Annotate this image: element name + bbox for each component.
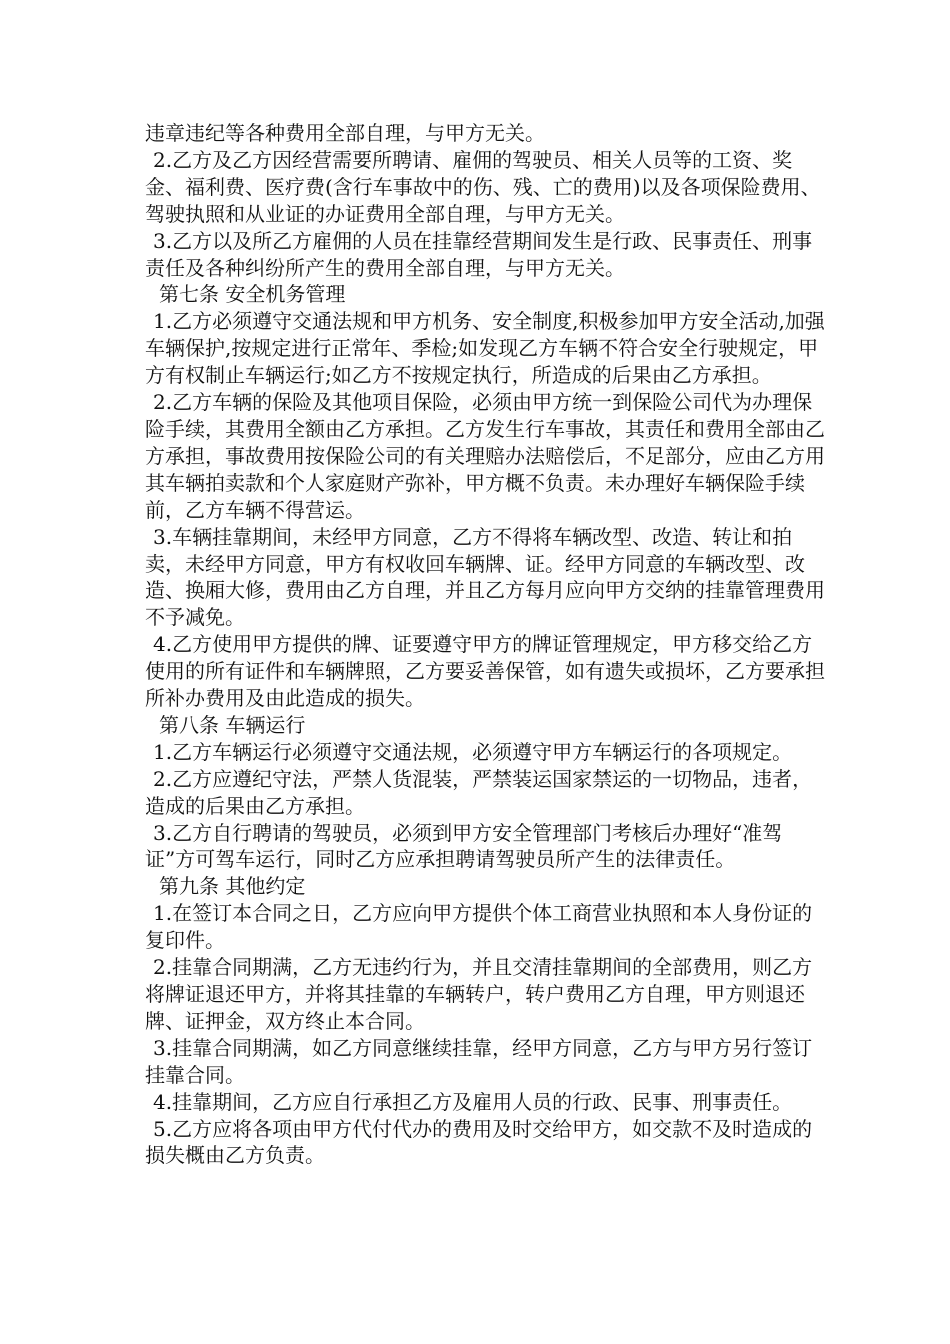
paragraph-continuation: 违章违纪等各种费用全部自理，与甲方无关。 — [145, 121, 545, 145]
clause-7-item-1: 1.乙方必须遵守交通法规和甲方机务、安全制度,积极参加甲方安全活动,加强车辆保护,按规定进行正常年、季检;如发现乙方车辆不符合安全行驶规定，甲方有权制止车辆运行;如乙方不按规定执行，所造成的后果由乙方承担。 — [145, 309, 825, 388]
clause-9-item-3: 3.挂靠合同期满，如乙方同意继续挂靠，经甲方同意，乙方与甲方另行签订挂靠合同。 — [145, 1035, 813, 1087]
clause-7-item-2: 2.乙方车辆的保险及其他项目保险，必须由甲方统一到保险公司代为办理保险手续，其费用全额由乙方承担。乙方发生行车事故，其责任和费用全部由乙方承担，事故费用按保险公司的有关理赔办法赔偿后，不足部分，应由乙方用其车辆拍卖款和个人家庭财产弥补，甲方概不负责。未办理好车辆保险手续前，乙方车辆不得营运。 — [145, 390, 825, 522]
section-heading-article-7: 第七条 安全机务管理 — [159, 282, 346, 307]
clause-8-item-1: 1.乙方车辆运行必须遵守交通法规，必须遵守甲方车辆运行的各项规定。 — [153, 739, 793, 764]
section-heading-article-9: 第九条 其他约定 — [159, 874, 306, 899]
clause-7-item-3: 3.车辆挂靠期间，未经甲方同意，乙方不得将车辆改型、改造、转让和拍卖，未经甲方同意，甲方有权收回车辆牌、证。经甲方同意的车辆改型、改造、换厢大修，费用由乙方自理，并且乙方每月应向甲方交纳的挂靠管理费用不予减免。 — [145, 524, 825, 630]
clause-6-item-2: 2.乙方及乙方因经营需要所聘请、雇佣的驾驶员、相关人员等的工资、奖金、福利费、医疗费(含行车事故中的伤、残、亡的费用)以及各项保险费用、驾驶执照和从业证的办证费用全部自理，与甲方无关。 — [145, 147, 821, 226]
clause-9-item-1: 1.在签订本合同之日，乙方应向甲方提供个体工商营业执照和本人身份证的复印件。 — [145, 901, 813, 953]
document-body — [145, 120, 825, 1169]
clause-8-item-3: 3.乙方自行聘请的驾驶员，必须到甲方安全管理部门考核后办理好“准驾证”方可驾车运行，同时乙方应承担聘请驾驶员所产生的法律责任。 — [145, 820, 783, 872]
section-heading-article-8: 第八条 车辆运行 — [159, 712, 306, 737]
clause-9-item-2: 2.挂靠合同期满，乙方无违约行为，并且交清挂靠期间的全部费用，则乙方将牌证退还甲方，并将其挂靠的车辆转户，转户费用乙方自理，甲方则退还牌、证押金，双方终止本合同。 — [145, 955, 813, 1033]
clause-7-item-4: 4.乙方使用甲方提供的牌、证要遵守甲方的牌证管理规定，甲方移交给乙方使用的所有证件和车辆牌照，乙方要妥善保管，如有遗失或损坏，乙方要承担所补办费用及由此造成的损失。 — [145, 632, 825, 711]
clause-9-item-4: 4.挂靠期间，乙方应自行承担乙方及雇用人员的行政、民事、刑事责任。 — [153, 1089, 793, 1114]
clause-9-item-5: 5.乙方应将各项由甲方代付代办的费用及时交给甲方，如交款不及时造成的损失概由乙方负责。 — [145, 1116, 813, 1168]
clause-8-item-2: 2.乙方应遵纪守法，严禁人货混装，严禁装运国家禁运的一切物品，违者，造成的后果由乙方承担。 — [145, 766, 813, 818]
clause-6-item-3: 3.乙方以及所乙方雇佣的人员在挂靠经营期间发生是行政、民事责任、刑事责任及各种纠纷所产生的费用全部自理，与甲方无关。 — [145, 228, 813, 280]
